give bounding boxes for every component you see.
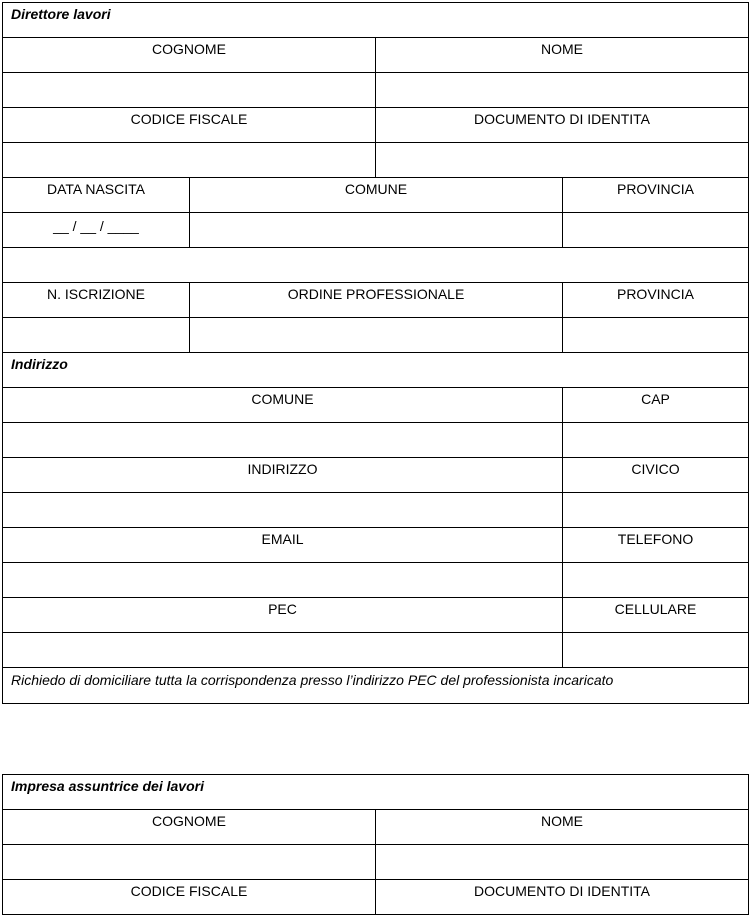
provincia-nascita-label: PROVINCIA: [563, 178, 749, 213]
codice-fiscale-label: CODICE FISCALE: [3, 880, 376, 915]
input-row: [3, 318, 749, 353]
cap-field[interactable]: [563, 423, 749, 458]
pec-field[interactable]: [3, 633, 563, 668]
header-row: [3, 880, 749, 915]
cognome-label: COGNOME: [3, 38, 376, 73]
n-iscrizione-field[interactable]: [3, 318, 190, 353]
header-row: [3, 283, 749, 318]
header-row: [3, 178, 749, 213]
input-row: [3, 143, 749, 178]
spacer-row: [3, 248, 749, 283]
header-row: [3, 810, 749, 845]
input-row: [3, 845, 749, 880]
input-row: [3, 563, 749, 598]
nome-label: NOME: [376, 38, 749, 73]
provincia-ordine-label: PROVINCIA: [563, 283, 749, 318]
subsection-title-row: [3, 353, 749, 388]
input-row: [3, 423, 749, 458]
cap-label: CAP: [563, 388, 749, 423]
nome-field[interactable]: [376, 845, 749, 880]
codice-fiscale-label: CODICE FISCALE: [3, 108, 376, 143]
header-row: [3, 38, 749, 73]
comune-nascita-field[interactable]: [190, 213, 563, 248]
documento-label: DOCUMENTO DI IDENTITA: [376, 880, 749, 915]
telefono-label: TELEFONO: [563, 528, 749, 563]
data-nascita-field[interactable]: __ / __ / ____: [3, 213, 190, 248]
input-row: [3, 493, 749, 528]
n-iscrizione-label: N. ISCRIZIONE: [3, 283, 190, 318]
telefono-field[interactable]: [563, 563, 749, 598]
ordine-professionale-label: ORDINE PROFESSIONALE: [190, 283, 563, 318]
documento-label: DOCUMENTO DI IDENTITA: [376, 108, 749, 143]
pec-domicilio-note: Richiedo di domiciliare tutta la corrispondenza presso l’indirizzo PEC del professionista incaricato: [3, 668, 749, 704]
section-title-row: [3, 3, 749, 38]
provincia-nascita-field[interactable]: [563, 213, 749, 248]
input-row: [3, 633, 749, 668]
indirizzo-field[interactable]: [3, 493, 563, 528]
documento-field[interactable]: [376, 143, 749, 178]
section-title: Direttore lavori: [3, 3, 749, 38]
indirizzo-label: INDIRIZZO: [3, 458, 563, 493]
comune-label: COMUNE: [3, 388, 563, 423]
nome-field[interactable]: [376, 73, 749, 108]
cellulare-label: CELLULARE: [563, 598, 749, 633]
cognome-field[interactable]: [3, 845, 376, 880]
civico-label: CIVICO: [563, 458, 749, 493]
input-row: [3, 213, 749, 248]
direttore-lavori-form: [2, 2, 749, 704]
email-label: EMAIL: [3, 528, 563, 563]
indirizzo-title: Indirizzo: [3, 353, 749, 388]
cognome-label: COGNOME: [3, 810, 376, 845]
header-row: [3, 528, 749, 563]
codice-fiscale-field[interactable]: [3, 143, 376, 178]
section-title: Impresa assuntrice dei lavori: [3, 775, 749, 810]
comune-nascita-label: COMUNE: [190, 178, 563, 213]
note-row: [3, 668, 749, 704]
header-row: [3, 388, 749, 423]
header-row: [3, 598, 749, 633]
provincia-ordine-field[interactable]: [563, 318, 749, 353]
civico-field[interactable]: [563, 493, 749, 528]
input-row: [3, 73, 749, 108]
pec-label: PEC: [3, 598, 563, 633]
nome-label: NOME: [376, 810, 749, 845]
header-row: [3, 458, 749, 493]
comune-field[interactable]: [3, 423, 563, 458]
data-nascita-label: DATA NASCITA: [3, 178, 190, 213]
email-field[interactable]: [3, 563, 563, 598]
section-title-row: [3, 775, 749, 810]
blank-row: [3, 248, 749, 283]
cognome-field[interactable]: [3, 73, 376, 108]
ordine-professionale-field[interactable]: [190, 318, 563, 353]
impresa-assuntrice-form: [2, 774, 749, 915]
cellulare-field[interactable]: [563, 633, 749, 668]
header-row: [3, 108, 749, 143]
